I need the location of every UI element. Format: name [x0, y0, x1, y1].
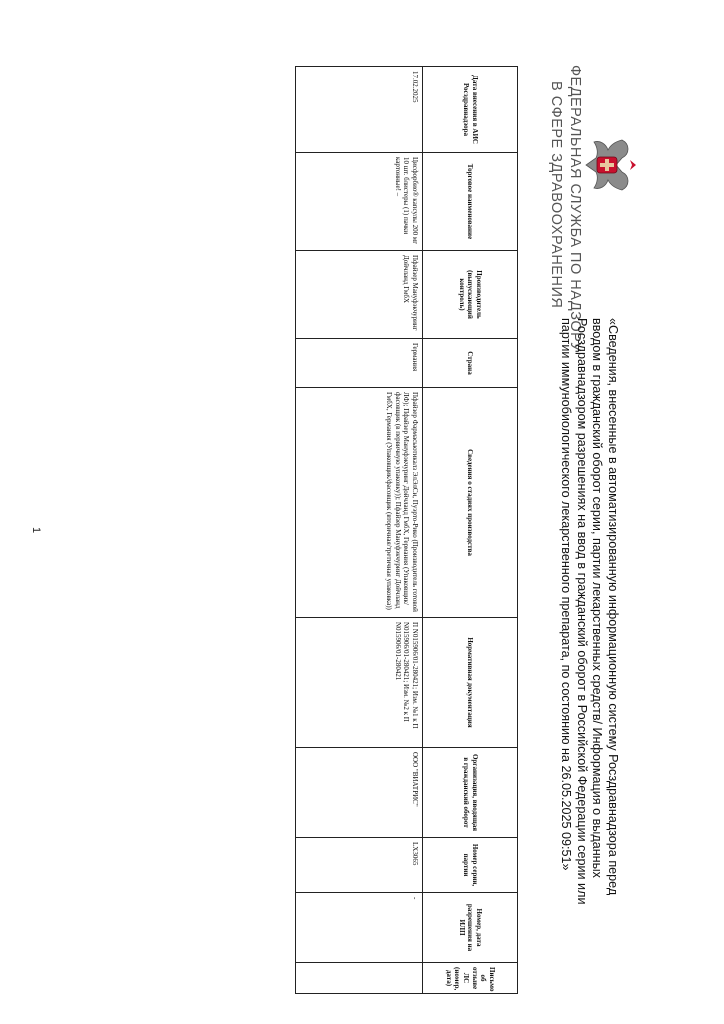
cell-stages: Пфайзер Фармасьютикалз ЭлЭлСи, Пуэрто-Рико (Производитель готовой ЛФ); Пфайзер Мануфэкчуринг Дойчланд ГмбХ, Германия (Упаковщик/фасовщик (в первичную упаковку)); Пфайзер Мануфэкчуринг Дойчланд ГмбХ, Германия (Упаковщик/фасовщик (вторичная/третичная упаковка)): [296, 388, 423, 618]
table-header-row: [423, 67, 518, 994]
agency-name: [546, 65, 584, 352]
cell-manufacturer: Пфайзер Мануфэкчуринг Дойчланд ГмбХ: [296, 251, 423, 339]
document-heading: «Сведения, внесенные в автоматизированную информационную систему Росздравнадзора перед вводом в гражданский оборот серии, партии лекарственных средств/ Информация о выданных Росздравнадзором разрешениях на ввод в гражданский оборот в Российской Федерации серии или партии иммунобиологического лекарственного препарата, по состоянию на 26.05.2025 09:51»: [559, 318, 620, 905]
cell-recall-letter: [296, 963, 423, 994]
header-recall-letter: Письмо об отзыве ЛС (номер, дата): [423, 963, 518, 994]
cell-permit: -: [296, 893, 423, 963]
header-normative-doc: Нормативная документация: [423, 618, 518, 748]
cell-normative-doc: П N015906/01-280421; Изм. №1 к П N015906/01-280421; Изм. №2 к П N015906/01-280421: [296, 618, 423, 748]
cell-date: 17.02.2025: [296, 67, 423, 153]
register-table: [295, 66, 518, 994]
header-date: Дата внесения в АИС Росздравнадзора: [423, 67, 518, 153]
header-organization: Организация, вводящая в гражданский оборот: [423, 748, 518, 838]
page-number: 1: [30, 527, 42, 534]
header-manufacturer: Производитель (выпускающий контроль): [423, 251, 518, 339]
double-headed-eagle-emblem-icon: [574, 130, 644, 200]
agency-name-line2: В СФЕРЕ ЗДРАВООХРАНЕНИЯ: [548, 81, 564, 309]
agency-name-line1: ФЕДЕРАЛЬНАЯ СЛУЖБА ПО НАДЗОРУ: [567, 65, 583, 352]
table-row: [296, 67, 423, 994]
cell-country: Германия: [296, 339, 423, 388]
header-series: Номер серии, партии: [423, 838, 518, 893]
cell-trade-name: Цисфорбио® капсулы 200 мг 10 шт. блистеры (1) пачки картонные! –: [296, 153, 423, 251]
header-country: Страна: [423, 339, 518, 388]
header-trade-name: Торговое наименование: [423, 153, 518, 251]
header-stages: Сведения о стадиях производства: [423, 388, 518, 618]
header-permit: Номер, дата разрешения на ИЛП: [423, 893, 518, 963]
cell-series: LX3065: [296, 838, 423, 893]
cell-organization: ООО "ВИАТРИС": [296, 748, 423, 838]
